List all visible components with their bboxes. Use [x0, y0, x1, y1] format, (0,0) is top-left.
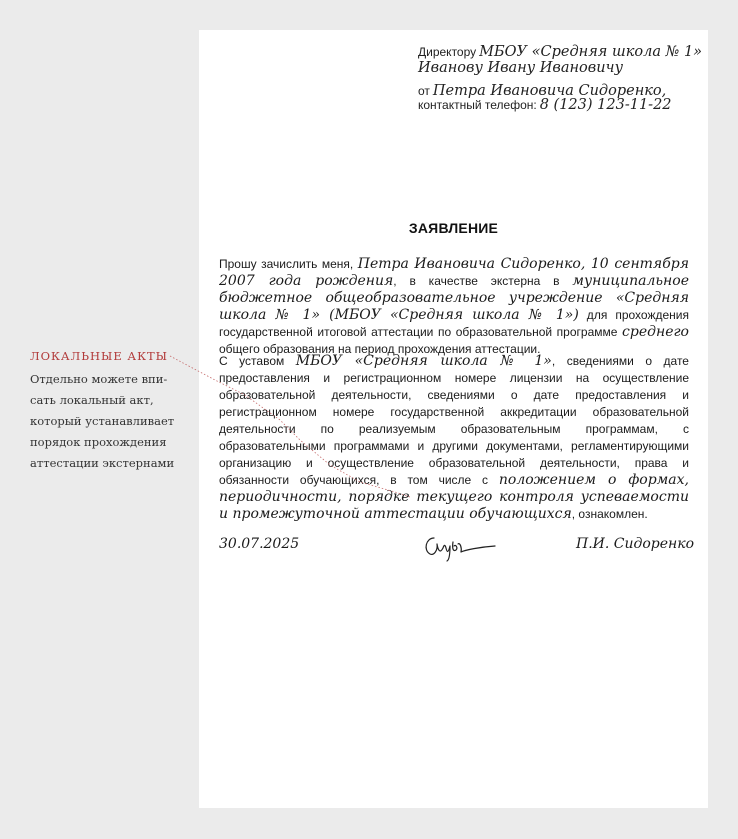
template-text: Прошу зачислить меня, [219, 257, 358, 271]
sidenote-heading: ЛОКАЛЬНЫЕ АКТЫ [30, 349, 168, 363]
document-title: ЗАЯВЛЕНИЕ [408, 220, 499, 236]
sidenote-line: порядок прохождения [30, 435, 167, 449]
filled-in-text: муниципальное бюджетное общеобразовательное учреждение «Средняя школа № 1» (МБОУ «Средняя школа № 1») [219, 273, 689, 323]
acknowledgement-paragraph [219, 353, 689, 523]
filled-in-text: положением о формах, периодичности, порядке текущего контроля успеваемости и промежуточной аттестации обучающихся [219, 472, 689, 522]
addressee-prefix: Директору [418, 45, 477, 59]
template-text: , сведениями о дате предоставления и регистрационном номере лицензии на осуществление образовательной деятельности, сведениями о дате предоставления и регистрационном номере государственной аккредитации образовательной деятельности по реализуемым образовательным программам, с образовательными программами и другими документами, регламентирующими организацию и осуществление образовательной деятельности, права и обязанности обучающихся, в том числе с [219, 354, 689, 487]
signer-name: П.И. Сидоренко [576, 536, 695, 552]
sender-prefix: от [418, 84, 430, 98]
sender-name: Петра Ивановича Сидоренко, [432, 83, 667, 99]
director-name-line [418, 60, 623, 76]
sidenote-line: Отдельно можете впи- [30, 372, 168, 386]
template-text: , в качестве экстерна в [393, 274, 573, 288]
sidenote-line: который устанавливает [30, 414, 175, 428]
phone-number: 8 (123) 123-11-22 [539, 97, 672, 113]
phone-label: контактный телефон: [418, 98, 537, 112]
request-paragraph [219, 256, 689, 358]
template-text: , ознакомлен. [571, 507, 648, 521]
template-text: С уставом [219, 354, 296, 368]
template-text: для прохождения государственной итоговой аттестации по образовательной программе [219, 308, 689, 339]
template-text: общего образования на период прохождения аттестации. [219, 342, 541, 356]
sidenote-line: сать локальный акт, [30, 393, 154, 407]
date: 30.07.2025 [219, 536, 300, 552]
phone-line [418, 97, 672, 113]
sidenote-line: аттестации экстернами [30, 456, 175, 470]
sidenote-text [30, 369, 180, 474]
director-name: Иванову Ивану Ивановичу [418, 60, 623, 76]
filled-in-text: Петра Ивановича Сидоренко, 10 сентября 2007 года рождения [219, 256, 689, 289]
school-name: МБОУ «Средняя школа № 1» [479, 44, 703, 60]
filled-in-text: МБОУ «Средняя школа № 1» [295, 353, 552, 369]
addressee-line [418, 44, 702, 60]
filled-in-text: среднего [622, 324, 689, 340]
signature-image [420, 530, 500, 562]
